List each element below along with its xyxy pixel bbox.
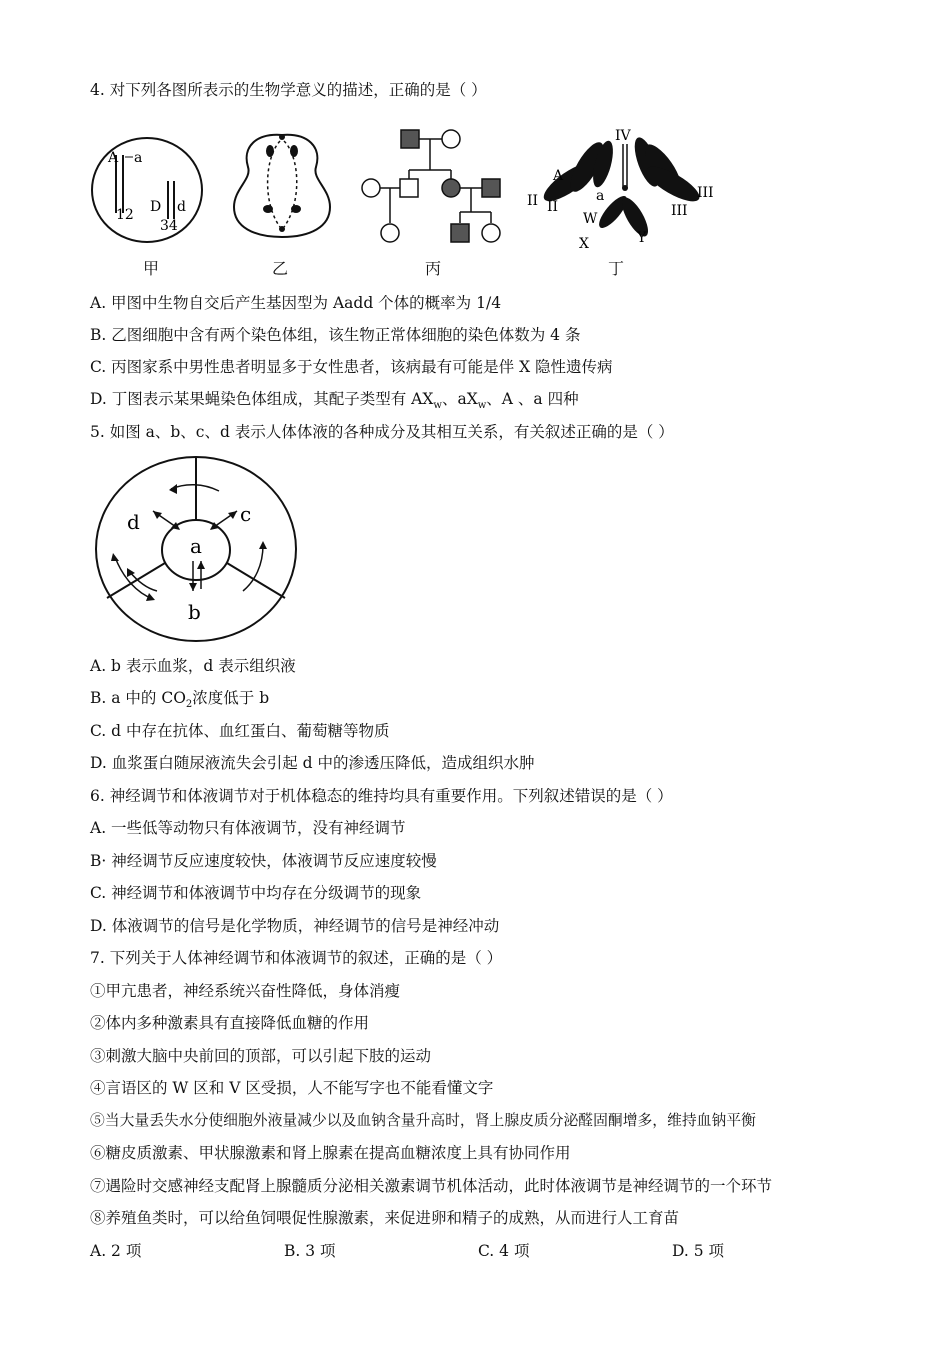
q4-option-a: A. 甲图中生物自交后产生基因型为 Aadd 个体的概率为 1/4	[90, 294, 502, 312]
jia-label-a: a	[134, 150, 143, 166]
ding-label-a: a	[596, 188, 605, 204]
ding-label-W: W	[583, 211, 598, 227]
ding-label-II-outer: II	[527, 193, 539, 209]
q7-item-2: ②体内多种激素具有直接降低血糖的作用	[90, 1014, 370, 1032]
ding-label-X: X	[579, 236, 589, 252]
q4-option-c: C. 丙图家系中男性患者明显多于女性患者，该病最有可能是伴 X 隐性遗传病	[90, 358, 613, 376]
q5-option-d: D. 血浆蛋白随尿液流失会引起 d 中的渗透压降低，造成组织水肿	[90, 754, 535, 772]
label-b: b	[188, 600, 201, 624]
q4-option-b: B. 乙图细胞中含有两个染色体组，该生物正常体细胞的染色体数为 4 条	[90, 326, 581, 344]
q7-option-b: B. 3 项	[284, 1242, 336, 1260]
q7-item-5: ⑤当大量丢失水分使细胞外液量减少以及血钠含量升高时，肾上腺皮质分泌醛固酮增多，维持血钠平衡	[90, 1112, 756, 1129]
ding-label-III-outer: III	[697, 185, 714, 201]
ding-label-A: A	[553, 168, 564, 184]
caption-jia: 甲	[143, 259, 160, 278]
label-a: a	[190, 534, 202, 558]
ding-label-Y: Y	[637, 230, 647, 246]
q5-option-c: C. d 中存在抗体、血红蛋白、葡萄糖等物质	[90, 722, 390, 740]
q6-option-d: D. 体液调节的信号是化学物质，神经调节的信号是神经冲动	[90, 917, 500, 935]
q7-option-a: A. 2 项	[90, 1242, 142, 1260]
q7-stem: 7. 下列关于人体神经调节和体液调节的叙述，正确的是（ ）	[90, 949, 503, 967]
q4-stem: 4. 对下列各图所表示的生物学意义的描述，正确的是（ ）	[90, 81, 487, 99]
jia-label-d: d	[177, 199, 186, 215]
q4-option-d: D. 丁图表示某果蝇染色体组成，其配子类型有 $AX_w$、$aX_w$、A 、a 四种	[90, 390, 579, 412]
q7-option-d: D. 5 项	[672, 1242, 725, 1260]
jia-label-12: 12	[116, 207, 134, 223]
q7-item-7: ⑦遇险时交感神经支配肾上腺髓质分泌相关激素调节机体活动，此时体液调节是神经调节的一个环节	[90, 1177, 773, 1195]
q6-option-c: C. 神经调节和体液调节中均存在分级调节的现象	[90, 884, 422, 902]
ding-label-III-inner: III	[671, 203, 688, 219]
caption-bing: 丙	[425, 259, 442, 278]
caption-yi: 乙	[272, 259, 289, 278]
figure-ding-karyotype	[525, 122, 720, 252]
figure-body-fluid	[93, 453, 299, 645]
jia-label-34: 34	[160, 218, 178, 234]
figure-yi	[230, 127, 335, 242]
q7-item-6: ⑥糖皮质激素、甲状腺激素和肾上腺素在提高血糖浓度上具有协同作用	[90, 1144, 571, 1162]
ding-label-II-inner: II	[547, 199, 559, 215]
figure-jia	[88, 133, 208, 248]
q7-item-1: ①甲亢患者，神经系统兴奋性降低，身体消瘦	[90, 982, 401, 1000]
ding-label-IV: IV	[615, 128, 631, 144]
q5-option-a: A. b 表示血浆，d 表示组织液	[90, 657, 296, 675]
q6-option-a: A. 一些低等动物只有体液调节，没有神经调节	[90, 819, 406, 837]
q7-item-4: ④言语区的 W 区和 V 区受损，人不能写字也不能看懂文字	[90, 1079, 494, 1097]
q6-option-b: B· 神经调节反应速度较快，体液调节反应速度较慢	[90, 852, 437, 870]
q7-item-8: ⑧养殖鱼类时，可以给鱼饲喂促性腺激素，来促进卵和精子的成熟，从而进行人工育苗	[90, 1209, 680, 1227]
figure-bing-pedigree	[358, 126, 508, 248]
q6-stem: 6. 神经调节和体液调节对于机体稳态的维持均具有重要作用。下列叙述错误的是（ ）	[90, 787, 673, 805]
label-c: c	[240, 502, 252, 526]
caption-ding: 丁	[608, 259, 625, 278]
jia-label-A: A	[108, 150, 119, 166]
q7-item-3: ③刺激大脑中央前回的顶部，可以引起下肢的运动	[90, 1047, 432, 1065]
q5-option-b: B. a 中的 $CO_2$浓度低于 b	[90, 689, 270, 711]
label-d: d	[127, 510, 140, 534]
q5-stem: 5. 如图 a、b、c、d 表示人体体液的各种成分及其相互关系，有关叙述正确的是（ ）	[90, 423, 674, 441]
q7-option-c: C. 4 项	[478, 1242, 530, 1260]
jia-label-D: D	[150, 199, 162, 215]
